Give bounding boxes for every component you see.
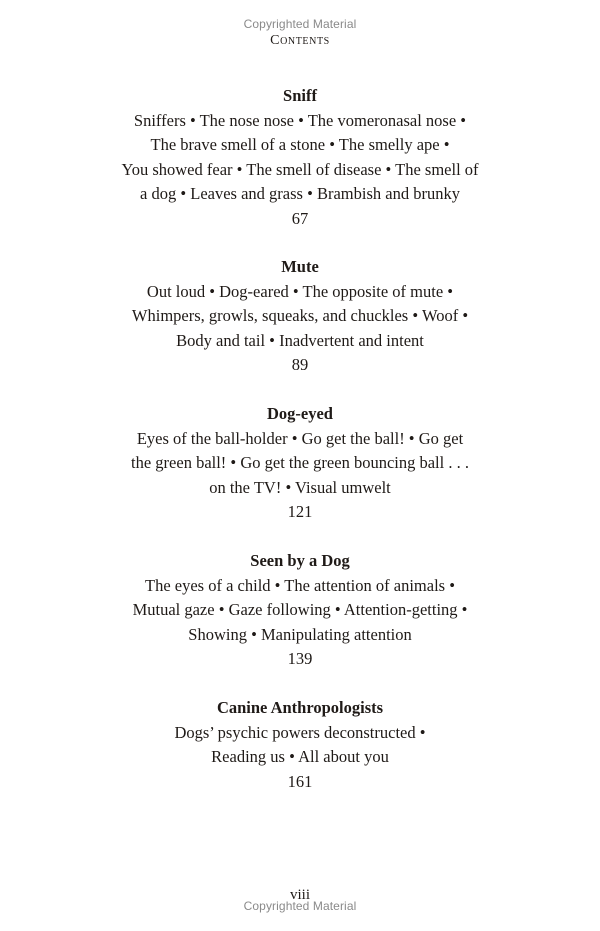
toc-section-sniff [0, 84, 600, 231]
folio-page-number: viii [289, 887, 310, 903]
copyright-watermark-bottom: Copyrighted Material [243, 899, 357, 913]
topic-line: the green ball! • Go get the green bouncing ball . . . [131, 453, 469, 472]
topic-line: on the TV! • Visual umwelt [209, 477, 391, 497]
topic-line: Showing • Manipulating attention [188, 624, 412, 644]
topic-line: The eyes of a child • The attention of animals • [145, 575, 455, 595]
toc-section-mute [0, 255, 600, 378]
toc-section-canine-anthropologists [0, 696, 600, 794]
section-title: Canine Anthropologists [216, 698, 384, 717]
topic-line: Eyes of the ball-holder • Go get the ball! • Go get [136, 428, 464, 448]
topic-line: a dog • Leaves and grass • Brambish and brunky [140, 184, 460, 203]
topic-line: Out loud • Dog-eared • The opposite of mute • [146, 281, 454, 301]
running-head: Contents [270, 33, 330, 48]
section-title: Seen by a Dog [250, 551, 350, 570]
topic-line: Dogs’ psychic powers deconstructed • [174, 722, 426, 742]
topic-line: Body and tail • Inadvertent and intent [176, 330, 424, 350]
section-title: Mute [281, 257, 319, 276]
toc-section-dog-eyed [0, 402, 600, 525]
topic-line: You showed fear • The smell of disease • The smell of [121, 159, 479, 179]
topic-line: Whimpers, growls, squeaks, and chuckles • Woof • [131, 306, 469, 325]
topic-line: Reading us • All about you [211, 747, 389, 766]
section-title: Dog-eyed [267, 404, 333, 423]
topic-line: Sniffers • The nose nose • The vomeronasal nose • [133, 110, 467, 130]
topic-line: The brave smell of a stone • The smelly ape • [150, 135, 450, 154]
page-number: 89 [291, 355, 309, 374]
topic-line: Mutual gaze • Gaze following • Attention-getting • [132, 600, 468, 619]
page-number: 161 [287, 771, 313, 791]
page-number: 121 [287, 502, 313, 521]
toc-section-seen-by-a-dog [0, 549, 600, 672]
section-title: Sniff [283, 86, 317, 105]
copyright-watermark-top: Copyrighted Material [243, 17, 357, 31]
page-number: 67 [291, 208, 309, 228]
page-number: 139 [287, 649, 313, 668]
